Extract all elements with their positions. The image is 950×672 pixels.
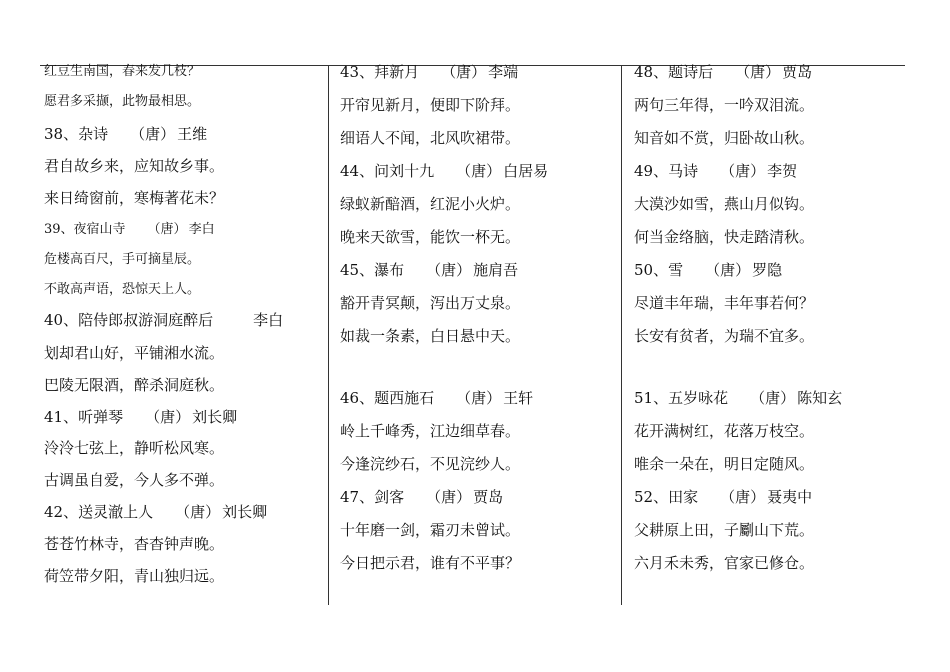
- poem-dynasty: （唐）: [175, 503, 221, 521]
- poem-line: 豁开青冥颠，泻出万丈泉。: [340, 294, 521, 312]
- poem-line: 今逢浣纱石，不见浣纱人。: [340, 455, 521, 473]
- poem-title: [340, 62, 518, 82]
- poem-line: 十年磨一剑，霜刃未曾试。: [340, 521, 521, 539]
- poem-line: 泠泠七弦上，静听松风寒。: [44, 439, 225, 457]
- poem-dynasty: （唐）: [145, 408, 191, 426]
- poem-line: 愿君多采撷，此物最相思。: [44, 94, 201, 109]
- poem-line: 绿蚁新醅酒，红泥小火炉。: [340, 195, 521, 213]
- poem-author: 李贺: [767, 162, 798, 180]
- poem-number-title: 50、雪: [634, 261, 684, 279]
- poem-line: 六月禾未秀，官家已修仓。: [634, 554, 815, 572]
- poem-line: 红豆生南国，春来发几枝？: [44, 64, 201, 79]
- poem-line: 晚来天欲雪，能饮一杯无。: [340, 228, 521, 246]
- column-divider-1: [328, 65, 329, 605]
- poem-line: 细语人不闻，北风吹裙带。: [340, 129, 521, 147]
- poem-author: 白居易: [503, 162, 549, 180]
- poem-line: 来日绮窗前，寒梅著花未？: [44, 189, 225, 207]
- poem-title: [44, 220, 215, 240]
- poem-number-title: 44、问刘十九: [340, 162, 435, 180]
- poem-author: 聂夷中: [767, 488, 813, 506]
- poem-author: 刘长卿: [192, 408, 238, 426]
- poem-number-title: 49、马诗: [634, 162, 699, 180]
- poem-line: 划却君山好，平铺湘水流。: [44, 344, 225, 362]
- column-divider-2: [621, 65, 622, 605]
- poem-author: 施肩吾: [473, 261, 519, 279]
- poem-title: [44, 124, 207, 144]
- poem-line: 苍苍竹林寺，杳杳钟声晚。: [44, 535, 225, 553]
- poem-number-title: 39、夜宿山寺: [44, 222, 126, 237]
- poem-title: [634, 388, 842, 408]
- poem-dynasty: （唐）: [426, 261, 472, 279]
- poem-dynasty: （唐）: [705, 261, 751, 279]
- poem-dynasty: （唐）: [720, 162, 766, 180]
- poem-dynasty: （唐）: [720, 488, 766, 506]
- poem-number-title: 41、听弹琴: [44, 408, 124, 426]
- poem-line: 不敢高声语，恐惊天上人。: [44, 282, 201, 297]
- poem-line: 长安有贫者，为瑞不宜多。: [634, 327, 815, 345]
- poem-line: 古调虽自爱，今人多不弹。: [44, 471, 225, 489]
- poem-line: 巴陵无限酒，醉杀洞庭秋。: [44, 376, 225, 394]
- poem-title: [340, 388, 533, 408]
- poem-dynasty: （唐）: [130, 125, 176, 143]
- poem-title: [44, 407, 237, 427]
- poem-author: 陈知玄: [797, 389, 843, 407]
- poem-title: [340, 487, 503, 507]
- poem-number-title: 47、剑客: [340, 488, 405, 506]
- poem-number-title: 48、题诗后: [634, 63, 714, 81]
- poem-author: 李白: [253, 311, 284, 329]
- poem-line: 唯余一朵在，明日定随风。: [634, 455, 815, 473]
- poem-title: [44, 502, 267, 522]
- poem-line: 大漠沙如雪，燕山月似钩。: [634, 195, 815, 213]
- poem-author: 王维: [177, 125, 208, 143]
- poem-title: [340, 260, 518, 280]
- poem-author: 李白: [188, 222, 215, 237]
- poem-dynasty: （唐）: [456, 162, 502, 180]
- poem-dynasty: （唐）: [147, 222, 187, 237]
- poem-dynasty: （唐）: [441, 63, 487, 81]
- poem-number-title: 38、杂诗: [44, 125, 109, 143]
- poem-title: [44, 310, 283, 330]
- poem-number-title: 43、拜新月: [340, 63, 420, 81]
- poem-dynasty: （唐）: [426, 488, 472, 506]
- poem-title: [634, 487, 812, 507]
- poem-line: 今日把示君，谁有不平事？: [340, 554, 521, 572]
- poem-line: 开帘见新月，便即下阶拜。: [340, 96, 521, 114]
- poem-author: 贾岛: [473, 488, 504, 506]
- poem-line: 如裁一条素，白日悬中天。: [340, 327, 521, 345]
- poem-author: 贾岛: [782, 63, 813, 81]
- poem-number-title: 52、田家: [634, 488, 699, 506]
- poem-author: 刘长卿: [222, 503, 268, 521]
- poem-line: 荷笠带夕阳，青山独归远。: [44, 567, 225, 585]
- poem-line: 尽道丰年瑞，丰年事若何？: [634, 294, 815, 312]
- poem-number-title: 42、送灵澈上人: [44, 503, 154, 521]
- poem-title: [634, 260, 782, 280]
- poem-dynasty: （唐）: [750, 389, 796, 407]
- poem-number-title: 45、瀑布: [340, 261, 405, 279]
- poem-line: 知音如不赏，归卧故山秋。: [634, 129, 815, 147]
- poem-line: 两句三年得，一吟双泪流。: [634, 96, 815, 114]
- poem-line: 花开满树红，花落万枝空。: [634, 422, 815, 440]
- poem-title: [634, 62, 812, 82]
- poem-title: [634, 161, 797, 181]
- poem-author: 王轩: [503, 389, 534, 407]
- poem-number-title: 46、题西施石: [340, 389, 435, 407]
- poem-title: [340, 161, 548, 181]
- poem-line: 君自故乡来，应知故乡事。: [44, 157, 225, 175]
- poem-dynasty: （唐）: [456, 389, 502, 407]
- poem-author: 罗隐: [752, 261, 783, 279]
- poem-number-title: 40、陪侍郎叔游洞庭醉后: [44, 311, 214, 329]
- poem-author: 李端: [488, 63, 519, 81]
- poem-line: 何当金络脑，快走踏清秋。: [634, 228, 815, 246]
- poem-dynasty: （唐）: [735, 63, 781, 81]
- poem-line: 父耕原上田，子劚山下荒。: [634, 521, 815, 539]
- poem-number-title: 51、五岁咏花: [634, 389, 729, 407]
- poem-line: 岭上千峰秀，江边细草春。: [340, 422, 521, 440]
- poem-line: 危楼高百尺，手可摘星辰。: [44, 252, 201, 267]
